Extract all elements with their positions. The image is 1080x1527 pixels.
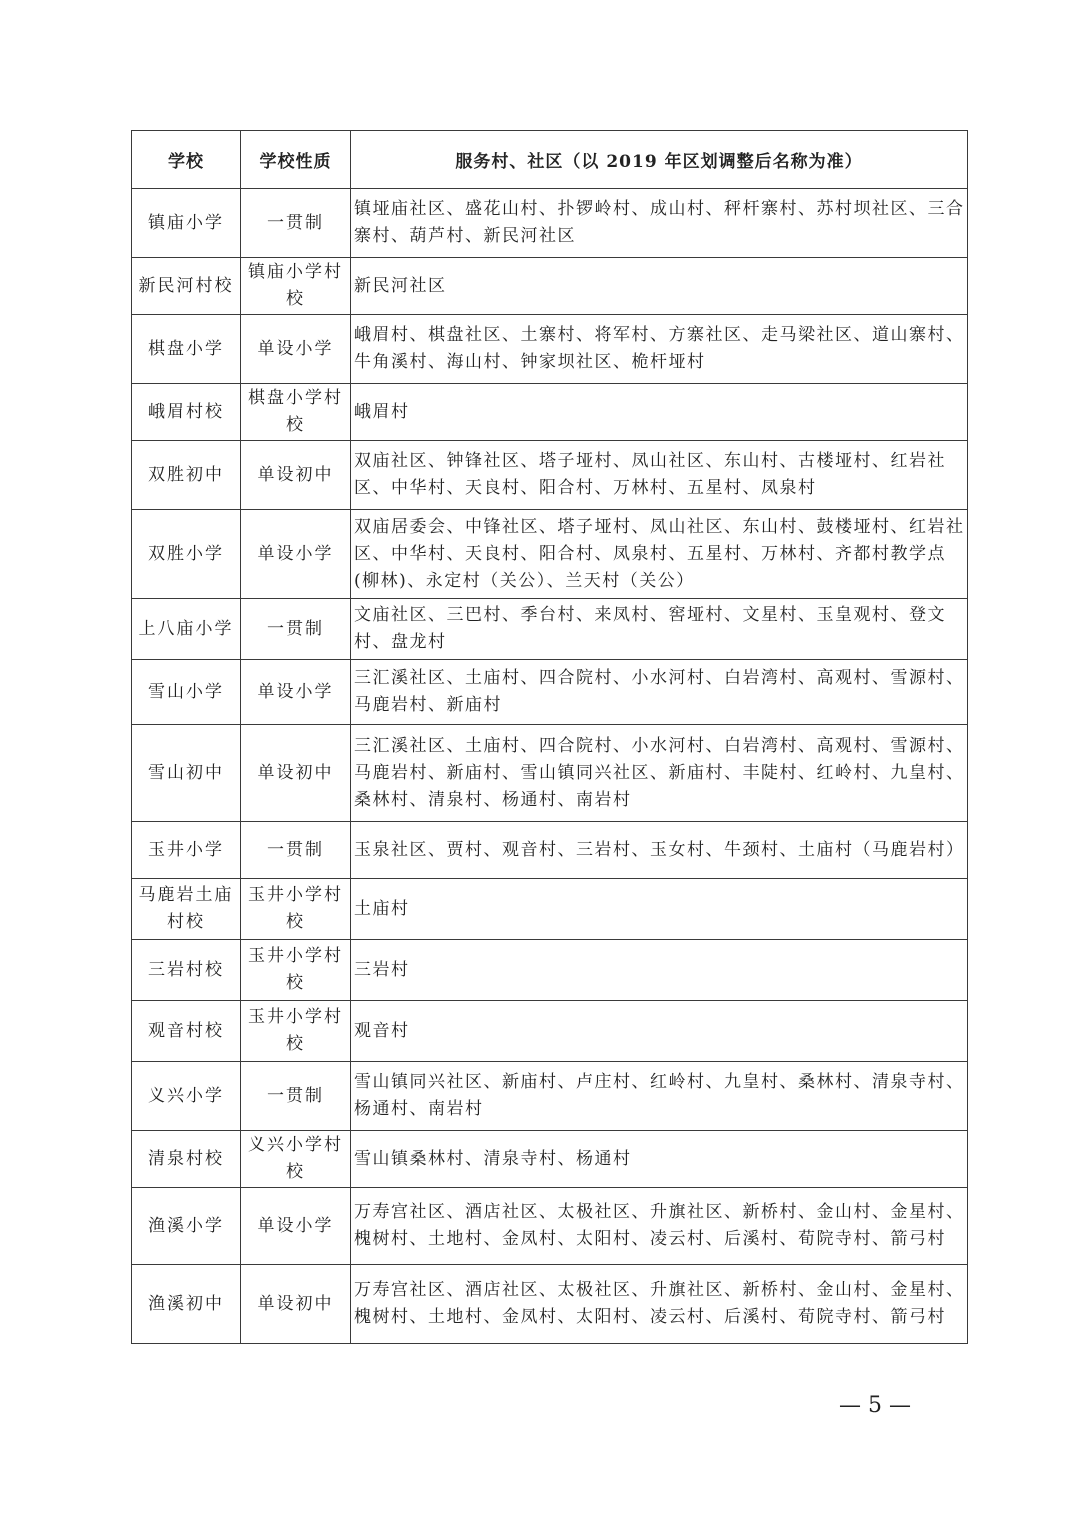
school-name-cell: 镇庙小学 [132, 189, 241, 258]
service-area-cell: 万寿宫社区、酒店社区、太极社区、升旗社区、新桥村、金山村、金星村、槐树村、土地村、金凤村、太阳村、凌云村、后溪村、荀院寺村、箭弓村 [351, 1188, 968, 1265]
school-name-cell: 三岩村校 [132, 940, 241, 1001]
school-type-cell: 玉井小学村校 [241, 1001, 351, 1062]
school-name-cell: 义兴小学 [132, 1062, 241, 1131]
school-type-cell: 单设初中 [241, 441, 351, 510]
service-area-cell: 镇垭庙社区、盛花山村、扑锣岭村、成山村、秤杆寨村、苏村坝社区、三合寨村、葫芦村、新民河社区 [351, 189, 968, 258]
service-area-cell: 新民河社区 [351, 258, 968, 315]
service-area-cell: 峨眉村 [351, 384, 968, 441]
service-area-cell: 土庙村 [351, 879, 968, 940]
service-area-cell: 三汇溪社区、土庙村、四合院村、小水河村、白岩湾村、高观村、雪源村、马鹿岩村、新庙村、雪山镇同兴社区、新庙村、丰陡村、红岭村、九皇村、桑林村、清泉村、杨通村、南岩村 [351, 725, 968, 822]
school-name-cell: 峨眉村校 [132, 384, 241, 441]
table-row [132, 1265, 968, 1344]
school-name-cell: 新民河村校 [132, 258, 241, 315]
table-row [132, 384, 968, 441]
table-row [132, 1131, 968, 1188]
table-header-row [132, 131, 968, 189]
school-type-cell: 一贯制 [241, 822, 351, 879]
school-type-cell: 单设小学 [241, 660, 351, 725]
school-name-cell: 渔溪小学 [132, 1188, 241, 1265]
table-row [132, 1062, 968, 1131]
service-area-cell: 雪山镇同兴社区、新庙村、卢庄村、红岭村、九皇村、桑林村、清泉寺村、杨通村、南岩村 [351, 1062, 968, 1131]
school-name-cell: 双胜小学 [132, 510, 241, 599]
school-name-cell: 马鹿岩土庙村校 [132, 879, 241, 940]
school-type-cell: 一贯制 [241, 599, 351, 660]
service-area-cell: 雪山镇桑林村、清泉寺村、杨通村 [351, 1131, 968, 1188]
header-school: 学校 [132, 131, 241, 189]
school-name-cell: 上八庙小学 [132, 599, 241, 660]
service-area-cell: 三汇溪社区、土庙村、四合院村、小水河村、白岩湾村、高观村、雪源村、马鹿岩村、新庙村 [351, 660, 968, 725]
school-name-cell: 渔溪初中 [132, 1265, 241, 1344]
table-row [132, 822, 968, 879]
service-area-cell: 文庙社区、三巴村、季台村、来凤村、窖垭村、文星村、玉皇观村、登文村、盘龙村 [351, 599, 968, 660]
school-type-cell: 一贯制 [241, 189, 351, 258]
table-row [132, 189, 968, 258]
table-row [132, 660, 968, 725]
school-name-cell: 观音村校 [132, 1001, 241, 1062]
table-row [132, 441, 968, 510]
table-row [132, 510, 968, 599]
table-row [132, 725, 968, 822]
school-name-cell: 棋盘小学 [132, 315, 241, 384]
table-row [132, 258, 968, 315]
service-area-cell: 双庙居委会、中锋社区、塔子垭村、凤山社区、东山村、鼓楼垭村、红岩社区、中华村、天良村、阳合村、凤泉村、五星村、万林村、齐都村教学点(柳林)、永定村（关公）、兰天村（关公） [351, 510, 968, 599]
header-service-area: 服务村、社区（以 2019 年区划调整后名称为准） [351, 131, 968, 189]
school-name-cell: 清泉村校 [132, 1131, 241, 1188]
table-row [132, 599, 968, 660]
school-type-cell: 义兴小学村校 [241, 1131, 351, 1188]
service-area-cell: 双庙社区、钟锋社区、塔子垭村、凤山社区、东山村、古楼垭村、红岩社区、中华村、天良村、阳合村、万林村、五星村、凤泉村 [351, 441, 968, 510]
school-name-cell: 双胜初中 [132, 441, 241, 510]
service-area-cell: 峨眉村、棋盘社区、土寨村、将军村、方寨社区、走马梁社区、道山寨村、牛角溪村、海山村、钟家坝社区、桅杆垭村 [351, 315, 968, 384]
school-type-cell: 棋盘小学村校 [241, 384, 351, 441]
school-type-cell: 单设初中 [241, 725, 351, 822]
service-area-cell: 观音村 [351, 1001, 968, 1062]
school-type-cell: 一贯制 [241, 1062, 351, 1131]
school-name-cell: 玉井小学 [132, 822, 241, 879]
table-row [132, 940, 968, 1001]
table-row [132, 1188, 968, 1265]
school-type-cell: 单设小学 [241, 1188, 351, 1265]
page-number: — 5 — [839, 1393, 911, 1418]
school-type-cell: 单设小学 [241, 510, 351, 599]
school-type-cell: 镇庙小学村校 [241, 258, 351, 315]
school-type-cell: 玉井小学村校 [241, 940, 351, 1001]
school-name-cell: 雪山小学 [132, 660, 241, 725]
school-zone-table [131, 130, 968, 1344]
service-area-cell: 三岩村 [351, 940, 968, 1001]
service-area-cell: 玉泉社区、贾村、观音村、三岩村、玉女村、牛颈村、土庙村（马鹿岩村） [351, 822, 968, 879]
school-name-cell: 雪山初中 [132, 725, 241, 822]
table-row [132, 1001, 968, 1062]
service-area-cell: 万寿宫社区、酒店社区、太极社区、升旗社区、新桥村、金山村、金星村、槐树村、土地村、金凤村、太阳村、凌云村、后溪村、荀院寺村、箭弓村 [351, 1265, 968, 1344]
header-school-type: 学校性质 [241, 131, 351, 189]
school-type-cell: 单设初中 [241, 1265, 351, 1344]
table-row [132, 315, 968, 384]
table-row [132, 879, 968, 940]
school-type-cell: 玉井小学村校 [241, 879, 351, 940]
school-type-cell: 单设小学 [241, 315, 351, 384]
